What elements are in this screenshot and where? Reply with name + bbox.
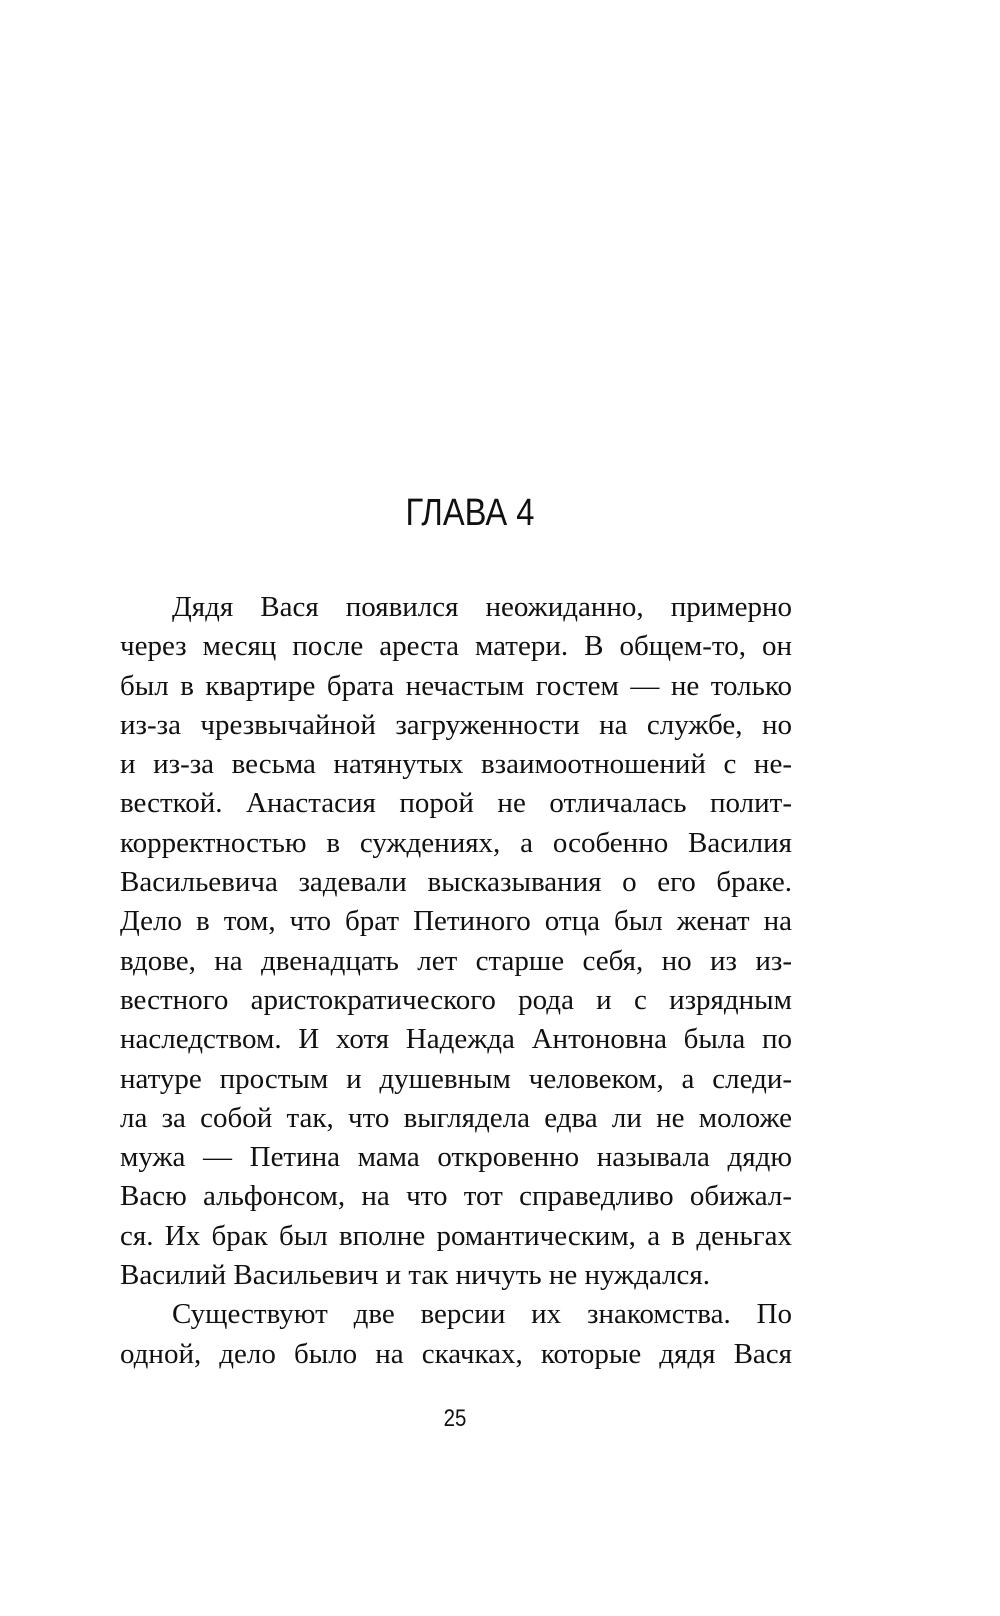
paragraph-1-line-14: ла за собой так, что выглядела едва ли не моложе	[120, 1101, 792, 1134]
paragraph-1-line-5: и из-за весьма натянутых взаимоотношений с не-	[120, 748, 792, 781]
paragraph-1-line-1: Дядя Вася появился неожиданно, примерно	[172, 591, 792, 623]
paragraph-1-line-9: Дело в том, что брат Петиного отца был женат на	[120, 905, 792, 938]
paragraph-2-line-1: Существуют две версии их знакомства. По	[172, 1298, 792, 1331]
paragraph-1-line-16: Васю альфонсом, на что тот справедливо обижал-	[120, 1180, 792, 1213]
paragraph-1-line-6: весткой. Анастасия порой не отличалась полит-	[120, 787, 792, 820]
paragraph-1-line-8: Васильевича задевали высказывания о его браке.	[120, 866, 792, 899]
paragraph-1-line-4: из-за чрезвычайной загруженности на службе, но	[120, 708, 792, 741]
paragraph-2-line-2: одной, дело было на скачках, которые дядя Вася	[120, 1337, 792, 1370]
paragraph-1-line-12: наследством. И хотя Надежда Антоновна была по	[120, 1023, 792, 1056]
paragraph-1-line-3: был в квартире брата нечастым гостем — не только	[120, 669, 792, 702]
body-text	[120, 588, 792, 1374]
page-number: 25	[443, 1405, 467, 1432]
paragraph-1-line-17: ся. Их брак был вполне романтическим, а в деньгах	[120, 1219, 792, 1252]
paragraph-1-line-18: Василий Васильевич и так ничуть не нуждался.	[120, 1259, 710, 1292]
paragraph-1-line-13: натуре простым и душевным человеком, а следи-	[120, 1062, 792, 1095]
paragraph-1-line-7: корректностью в суждениях, а особенно Василия	[120, 826, 792, 859]
paragraph-1-line-15: мужа — Петина мама откровенно называла дядю	[120, 1141, 792, 1174]
paragraph-1-line-10: вдове, на двенадцать лет старше себя, но из из-	[120, 944, 792, 977]
paragraph-1-line-11: вестного аристократического рода и с изрядным	[120, 983, 792, 1016]
paragraph-1-line-2: через месяц после ареста матери. В общем-то, он	[120, 630, 792, 663]
chapter-title: ГЛАВА 4	[405, 492, 535, 534]
